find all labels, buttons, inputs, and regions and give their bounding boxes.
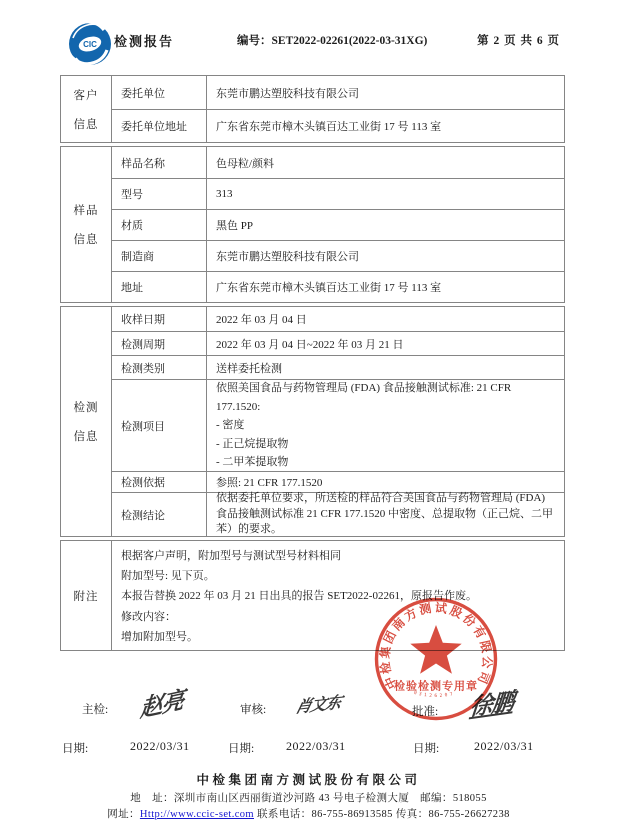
section-label-line: 检测 bbox=[73, 402, 99, 414]
note-line: 根据客户声明，附加型号与测试型号材料相同 bbox=[121, 550, 341, 562]
field-label: 检测类别 bbox=[112, 356, 207, 379]
field-value: 东莞市鹏达塑胶科技有限公司 bbox=[216, 87, 359, 100]
footer-fax: 传真：86-755-26627238 bbox=[395, 809, 510, 820]
section-test-info bbox=[60, 306, 565, 537]
approver-signature: 徐鹏 bbox=[468, 688, 515, 721]
section-label-customer bbox=[61, 76, 112, 142]
page-indicator: 第 2 页 共 6 页 bbox=[477, 35, 560, 47]
field-label: 检测项目 bbox=[112, 380, 207, 471]
table-row bbox=[112, 76, 564, 109]
note-line: 修改内容： bbox=[121, 610, 176, 623]
section-customer-info bbox=[60, 75, 565, 143]
field-value: 色母粒/颜料 bbox=[216, 157, 275, 170]
seal-center-label: 检验检测专用章 bbox=[394, 680, 478, 693]
footer-phone: 联系电话：86-755-86913585 bbox=[257, 809, 393, 820]
field-label: 收样日期 bbox=[112, 307, 207, 331]
note-line: 增加附加型号。 bbox=[121, 630, 198, 643]
value-line: 177.1520: bbox=[216, 400, 261, 413]
inspector-label: 主检: bbox=[82, 704, 109, 716]
report-tables bbox=[60, 75, 565, 654]
field-value bbox=[207, 380, 564, 471]
section-label-line: 信息 bbox=[73, 431, 99, 443]
field-label: 检测结论 bbox=[112, 493, 207, 536]
section-label-sample bbox=[61, 147, 112, 302]
field-value: 2022 年 03 月 04 日 bbox=[216, 314, 307, 326]
section-label-test bbox=[61, 307, 112, 536]
value-line: 依照美国食品与药物管理局 (FDA) 食品接触测试标准: 21 CFR bbox=[216, 382, 512, 395]
field-value: 广东省东莞市樟木头镇百达工业街 17 号 113 室 bbox=[216, 121, 442, 133]
inspector-date: 2022/03/31 bbox=[130, 739, 190, 753]
footer-address: 地 址：深圳市南山区西丽街道沙河路 43 号电子检测大厦 邮编：518055 bbox=[130, 793, 487, 804]
website-label: 网址： bbox=[107, 809, 140, 820]
field-value: 参照: 21 CFR 177.1520 bbox=[216, 477, 323, 489]
table-row bbox=[112, 147, 564, 178]
table-row bbox=[112, 109, 564, 142]
section-label-line: 附注 bbox=[73, 590, 99, 603]
field-label: 样品名称 bbox=[112, 147, 207, 178]
section-label-line: 客户 bbox=[73, 89, 99, 102]
field-value: 313 bbox=[216, 188, 233, 200]
table-row bbox=[112, 331, 564, 355]
table-row bbox=[112, 379, 564, 471]
table-row bbox=[112, 271, 564, 302]
field-label: 检测依据 bbox=[112, 472, 207, 492]
approver-date: 2022/03/31 bbox=[474, 739, 534, 753]
field-label: 委托单位 bbox=[112, 76, 207, 109]
section-label-notes bbox=[61, 541, 112, 650]
section-label-line: 样品 bbox=[73, 205, 99, 217]
table-row bbox=[112, 178, 564, 209]
value-line: - 二甲苯提取物 bbox=[216, 456, 289, 469]
field-value: 东莞市鹏达塑胶科技有限公司 bbox=[216, 251, 359, 263]
date-label: 日期: bbox=[413, 743, 440, 755]
table-row bbox=[112, 355, 564, 379]
footer-company-name: 中检集团南方测试股份有限公司 bbox=[196, 773, 421, 787]
field-label: 检测周期 bbox=[112, 332, 207, 355]
report-title: 检测报告 bbox=[114, 34, 175, 49]
table-row bbox=[112, 471, 564, 492]
star-icon bbox=[410, 625, 461, 674]
section-label-line: 信息 bbox=[73, 234, 99, 246]
seal-ring-text: 中检集团南方测试股份有限公司 bbox=[377, 600, 495, 692]
website-link[interactable]: Http://www.ccic-set.com bbox=[139, 809, 254, 820]
field-label: 制造商 bbox=[112, 241, 207, 271]
ccic-logo-icon bbox=[66, 20, 114, 68]
reviewer-label: 审核: bbox=[240, 704, 267, 716]
seal-code: 03126207 bbox=[413, 690, 456, 700]
report-number: 编号：SET2022-02261(2022-03-31XG) bbox=[237, 35, 428, 47]
note-line: 附加型号: 见下页。 bbox=[121, 570, 215, 583]
field-label: 型号 bbox=[112, 179, 207, 209]
company-seal-stamp bbox=[370, 593, 502, 725]
reviewer-signature: 肖文东 bbox=[293, 694, 343, 717]
approver-label: 批准: bbox=[412, 706, 439, 718]
inspector-signature: 赵亮 bbox=[139, 687, 185, 723]
field-value: 黑色 PP bbox=[216, 220, 253, 232]
date-label: 日期: bbox=[62, 743, 89, 755]
value-line: - 正己烷提取物 bbox=[216, 437, 289, 450]
field-value: 广东省东莞市樟木头镇百达工业街 17 号 113 室 bbox=[216, 282, 442, 294]
svg-text:CIC: CIC bbox=[83, 40, 97, 49]
field-value: 2022 年 03 月 04 日~2022 年 03 月 21 日 bbox=[216, 338, 404, 351]
date-label: 日期: bbox=[228, 743, 255, 755]
note-line: 本报告替换 2022 年 03 月 21 日出具的报告 SET2022-02261，原报告作废。 bbox=[121, 590, 477, 603]
section-sample-info bbox=[60, 146, 565, 303]
table-row bbox=[112, 209, 564, 240]
value-line: - 密度 bbox=[216, 419, 245, 432]
field-value: 送样委托检测 bbox=[216, 362, 282, 375]
field-label: 委托单位地址 bbox=[112, 110, 207, 142]
field-value: 依据委托单位要求，所送检的样品符合美国食品与药物管理局 (FDA) 食品接触测试标准 21 CFR 177.1520 中密度、总提取物（正己烷、二甲苯）的要求。 bbox=[216, 492, 554, 536]
table-row bbox=[112, 240, 564, 271]
table-row bbox=[112, 492, 564, 536]
section-label-line: 信息 bbox=[73, 118, 99, 131]
field-label: 材质 bbox=[112, 210, 207, 240]
table-row bbox=[112, 307, 564, 331]
reviewer-date: 2022/03/31 bbox=[286, 739, 346, 753]
footer-contact-line bbox=[0, 806, 617, 821]
field-label: 地址 bbox=[112, 272, 207, 302]
